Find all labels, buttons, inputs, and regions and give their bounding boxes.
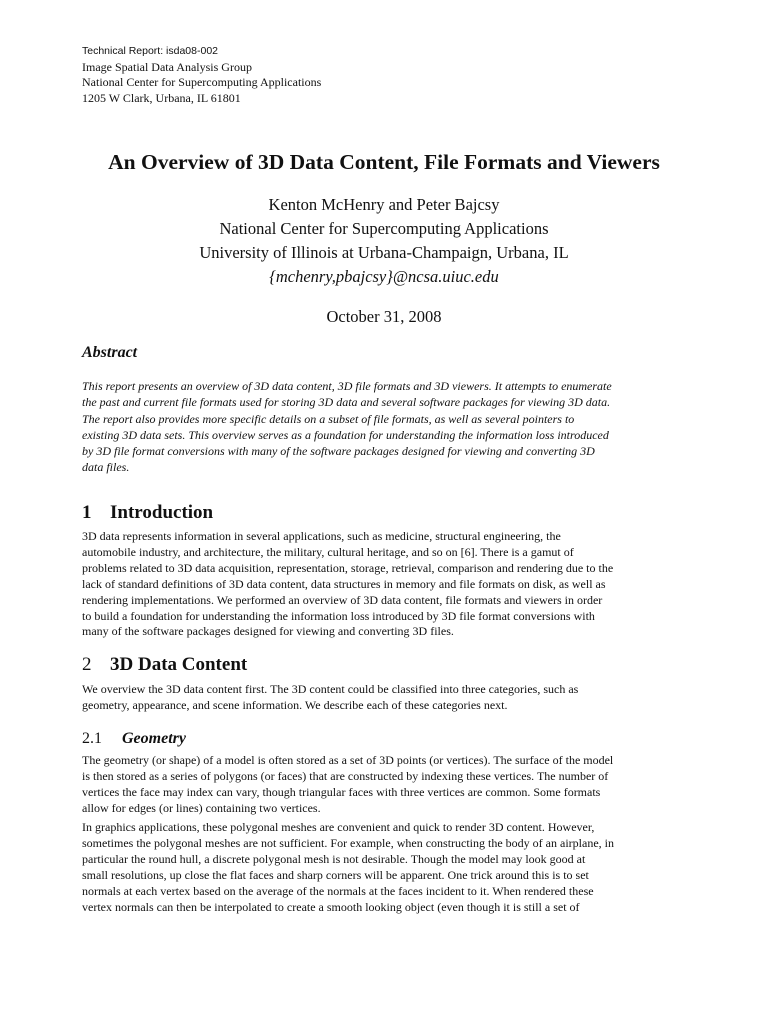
text-line: problems related to 3D data acquisition, representation, storage, retrieval, comparison and rendering due to the	[82, 560, 614, 575]
abstract-text	[82, 378, 697, 476]
abstract-heading: Abstract	[82, 344, 138, 361]
text-line: vertex normals can then be interpolated to create a smooth looking object (even though it is still a set of	[82, 899, 580, 914]
abstract-line: by 3D file format conversions with many of the software packages designed for viewing and converting 3D	[82, 444, 595, 459]
paper-date: October 31, 2008	[326, 307, 442, 326]
text-line: lack of standard definitions of 3D data content, data structures in memory and file formats on disk, as well as	[82, 576, 606, 591]
subsection-2-1-heading	[82, 730, 186, 748]
section-1-heading	[82, 502, 213, 524]
text-line: We overview the 3D data content first. The 3D content could be classified into three categories, such as	[82, 682, 579, 696]
abstract-line: existing 3D data sets. This overview serves as a foundation for understanding the information loss introduced	[82, 427, 609, 442]
author-block	[0, 193, 768, 289]
text-line: geometry, appearance, and scene information. We describe each of these categories next.	[82, 697, 508, 712]
geometry-paragraph-2	[82, 820, 700, 915]
subsection-number: 2.1	[82, 730, 102, 747]
group-name: Image Spatial Data Analysis Group	[82, 59, 252, 74]
text-line: many of the software packages designed for viewing and converting 3D files.	[82, 624, 454, 639]
text-line: is then stored as a series of polygons (or faces) that are constructed by indexing these vertices. The number of	[82, 768, 609, 783]
text-line: vertices the face may index can vary, though triangular faces with three vertices are common. Some formats	[82, 784, 601, 799]
center-name: National Center for Supercomputing Applications	[82, 75, 322, 89]
section-number: 1	[82, 502, 92, 523]
abstract-line: the past and current file formats used for storing 3D data and several software packages for viewing 3D data.	[82, 395, 611, 410]
author-email: {mchenry,pbajcsy}@ncsa.uiuc.edu	[269, 267, 499, 286]
text-line: allow for edges (or lines) containing two vertices.	[82, 800, 321, 815]
text-line: particular the round hull, a discrete polygonal mesh is not desirable. Though the model may look good at	[82, 851, 586, 866]
abstract-line: This report presents an overview of 3D data content, 3D file formats and 3D viewers. It attempts to enumerate	[82, 379, 612, 393]
text-line: In graphics applications, these polygonal meshes are convenient and quick to render 3D content. However,	[82, 820, 595, 834]
section-title: 3D Data Content	[110, 654, 248, 675]
subsection-title: Geometry	[122, 730, 186, 747]
text-line: rendering implementations. We performed an overview of 3D data content, file formats and viewers in order	[82, 592, 603, 607]
paper-title: An Overview of 3D Data Content, File Formats and Viewers	[108, 150, 660, 174]
abstract-line: data files.	[82, 460, 130, 475]
abstract-line: The report also provides more specific details on a subset of file formats, as well as several pointers to	[82, 411, 575, 426]
text-line: normals at each vertex based on the average of the normals at the faces incident to it. When rendered these	[82, 883, 594, 898]
section-number: 2	[82, 654, 92, 675]
section-2-paragraph	[82, 682, 700, 714]
text-line: to build a foundation for understanding the information loss introduced by 3D file format conversions with	[82, 608, 595, 623]
section-2-heading	[82, 654, 247, 676]
text-line: The geometry (or shape) of a model is often stored as a set of 3D points (or vertices). The surface of the model	[82, 753, 614, 767]
text-line: sometimes the polygonal meshes are not sufficient. For example, when constructing the body of an airplane, in	[82, 835, 614, 850]
author-university: University of Illinois at Urbana-Champaign, Urbana, IL	[199, 243, 569, 262]
text-line: 3D data represents information in several applications, such as medicine, structural engineering, the	[82, 529, 561, 543]
report-number: Technical Report: isda08-002	[82, 45, 218, 57]
introduction-paragraph	[82, 529, 700, 640]
author-affiliation: National Center for Supercomputing Applications	[219, 219, 549, 238]
text-line: small resolutions, up close the flat faces and sharp corners will be apparent. One trick around this is to set	[82, 867, 589, 882]
author-names: Kenton McHenry and Peter Bajcsy	[268, 195, 500, 214]
section-title: Introduction	[110, 502, 214, 523]
geometry-paragraph-1	[82, 753, 700, 817]
report-header	[82, 44, 482, 106]
text-line: automobile industry, and architecture, the military, cultural heritage, and so on [6]. There is a gamut of	[82, 544, 574, 559]
address: 1205 W Clark, Urbana, IL 61801	[82, 90, 241, 105]
